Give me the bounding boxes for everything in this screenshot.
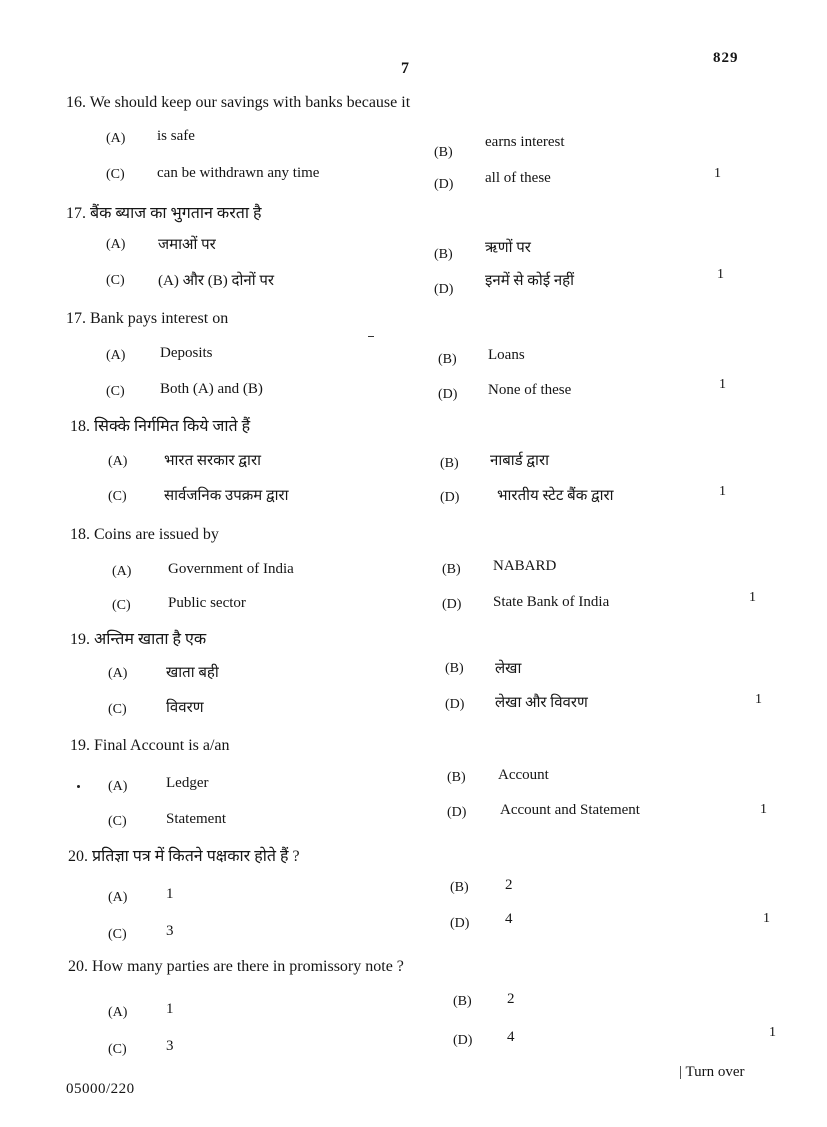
option-label-d: (D) [438,387,458,402]
option-b: लेखा [495,661,522,677]
option-label-b: (B) [450,880,469,895]
option-c: 3 [166,1038,174,1054]
option-b: 2 [507,991,515,1007]
option-a: 1 [166,886,174,902]
marks: 1 [769,1025,776,1040]
option-c: Statement [166,811,226,827]
option-label-a: (A) [106,237,126,252]
question-20-hi: 20. प्रतिज्ञा पत्र में कितने पक्षकार होते हैं ? [68,848,300,865]
marks: 1 [719,377,726,392]
marks: 1 [714,166,721,181]
option-label-c: (C) [108,927,127,942]
option-a: Ledger [166,775,209,791]
option-label-c: (C) [108,1042,127,1057]
question-18-en: 18. Coins are issued by [70,526,219,543]
option-label-b: (B) [453,994,472,1009]
option-label-b: (B) [445,661,464,676]
option-label-d: (D) [453,1033,473,1048]
stray-dot [77,785,80,788]
option-label-a: (A) [106,131,126,146]
option-label-a: (A) [108,666,128,681]
marks: 1 [749,590,756,605]
option-label-a: (A) [108,1005,128,1020]
marks: 1 [719,484,726,499]
marks: 1 [755,692,762,707]
option-c: 3 [166,923,174,939]
question-16-en: 16. We should keep our savings with banks because it [66,94,411,111]
option-b: ऋणों पर [485,240,531,256]
marks: 1 [717,267,724,282]
option-label-d: (D) [442,597,462,612]
option-label-d: (D) [434,282,454,297]
option-b: नाबार्ड द्वारा [490,453,549,469]
option-a: is safe [157,128,195,144]
option-label-a: (A) [108,779,128,794]
option-label-b: (B) [434,247,453,262]
option-d: None of these [488,382,572,398]
option-label-b: (B) [442,562,461,577]
turn-over-note: | Turn over [679,1064,745,1080]
option-a: Deposits [160,345,213,361]
option-c: (A) और (B) दोनों पर [158,273,275,289]
question-19-hi: 19. अन्तिम खाता है एक [70,631,207,648]
option-label-c: (C) [108,702,127,717]
question-17-en: 17. Bank pays interest on [66,310,229,327]
option-d: 4 [505,911,513,927]
option-d: 4 [507,1029,515,1045]
option-label-c: (C) [108,489,127,504]
option-label-b: (B) [438,352,457,367]
option-label-b: (B) [434,145,453,160]
option-c: सार्वजनिक उपक्रम द्वारा [164,488,289,504]
option-c: विवरण [166,700,204,716]
question-17-hi: 17. बैंक ब्याज का भुगतान करता है [66,205,262,222]
option-label-d: (D) [434,177,454,192]
question-20-en: 20. How many parties are there in promissory note ? [68,958,404,975]
option-d: इनमें से कोई नहीं [485,273,574,289]
option-label-c: (C) [106,167,125,182]
question-18-hi: 18. सिक्के निर्गमित किये जाते हैं [70,418,251,435]
option-c: can be withdrawn any time [157,165,320,181]
stray-mark [368,336,374,337]
option-c: Both (A) and (B) [160,381,263,397]
option-b: NABARD [493,558,557,574]
marks: 1 [760,802,767,817]
option-a: भारत सरकार द्वारा [164,453,261,469]
option-label-a: (A) [112,564,132,579]
option-b: Loans [488,347,525,363]
option-label-d: (D) [440,490,460,505]
option-d: भारतीय स्टेट बैंक द्वारा [497,488,614,504]
option-a: जमाओं पर [158,237,216,253]
option-label-a: (A) [108,890,128,905]
option-a: 1 [166,1001,174,1017]
option-d: Account and Statement [500,802,640,818]
option-a: खाता बही [166,665,219,681]
option-label-d: (D) [447,805,467,820]
option-label-a: (A) [108,454,128,469]
question-19-en: 19. Final Account is a/an [70,737,230,754]
option-label-b: (B) [440,456,459,471]
option-b: 2 [505,877,513,893]
option-label-d: (D) [450,916,470,931]
option-d: State Bank of India [493,594,610,610]
marks: 1 [763,911,770,926]
page-number: 7 [401,60,409,77]
option-a: Government of India [168,561,294,577]
option-label-c: (C) [106,384,125,399]
footer-code: 05000/220 [66,1081,135,1097]
paper-code: 829 [713,50,739,66]
option-label-b: (B) [447,770,466,785]
option-label-c: (C) [108,814,127,829]
option-label-a: (A) [106,348,126,363]
option-b: earns interest [485,134,565,150]
option-b: Account [498,767,549,783]
option-c: Public sector [168,595,246,611]
option-d: all of these [485,170,551,186]
option-d: लेखा और विवरण [495,695,588,711]
option-label-c: (C) [106,273,125,288]
option-label-c: (C) [112,598,131,613]
option-label-d: (D) [445,697,465,712]
